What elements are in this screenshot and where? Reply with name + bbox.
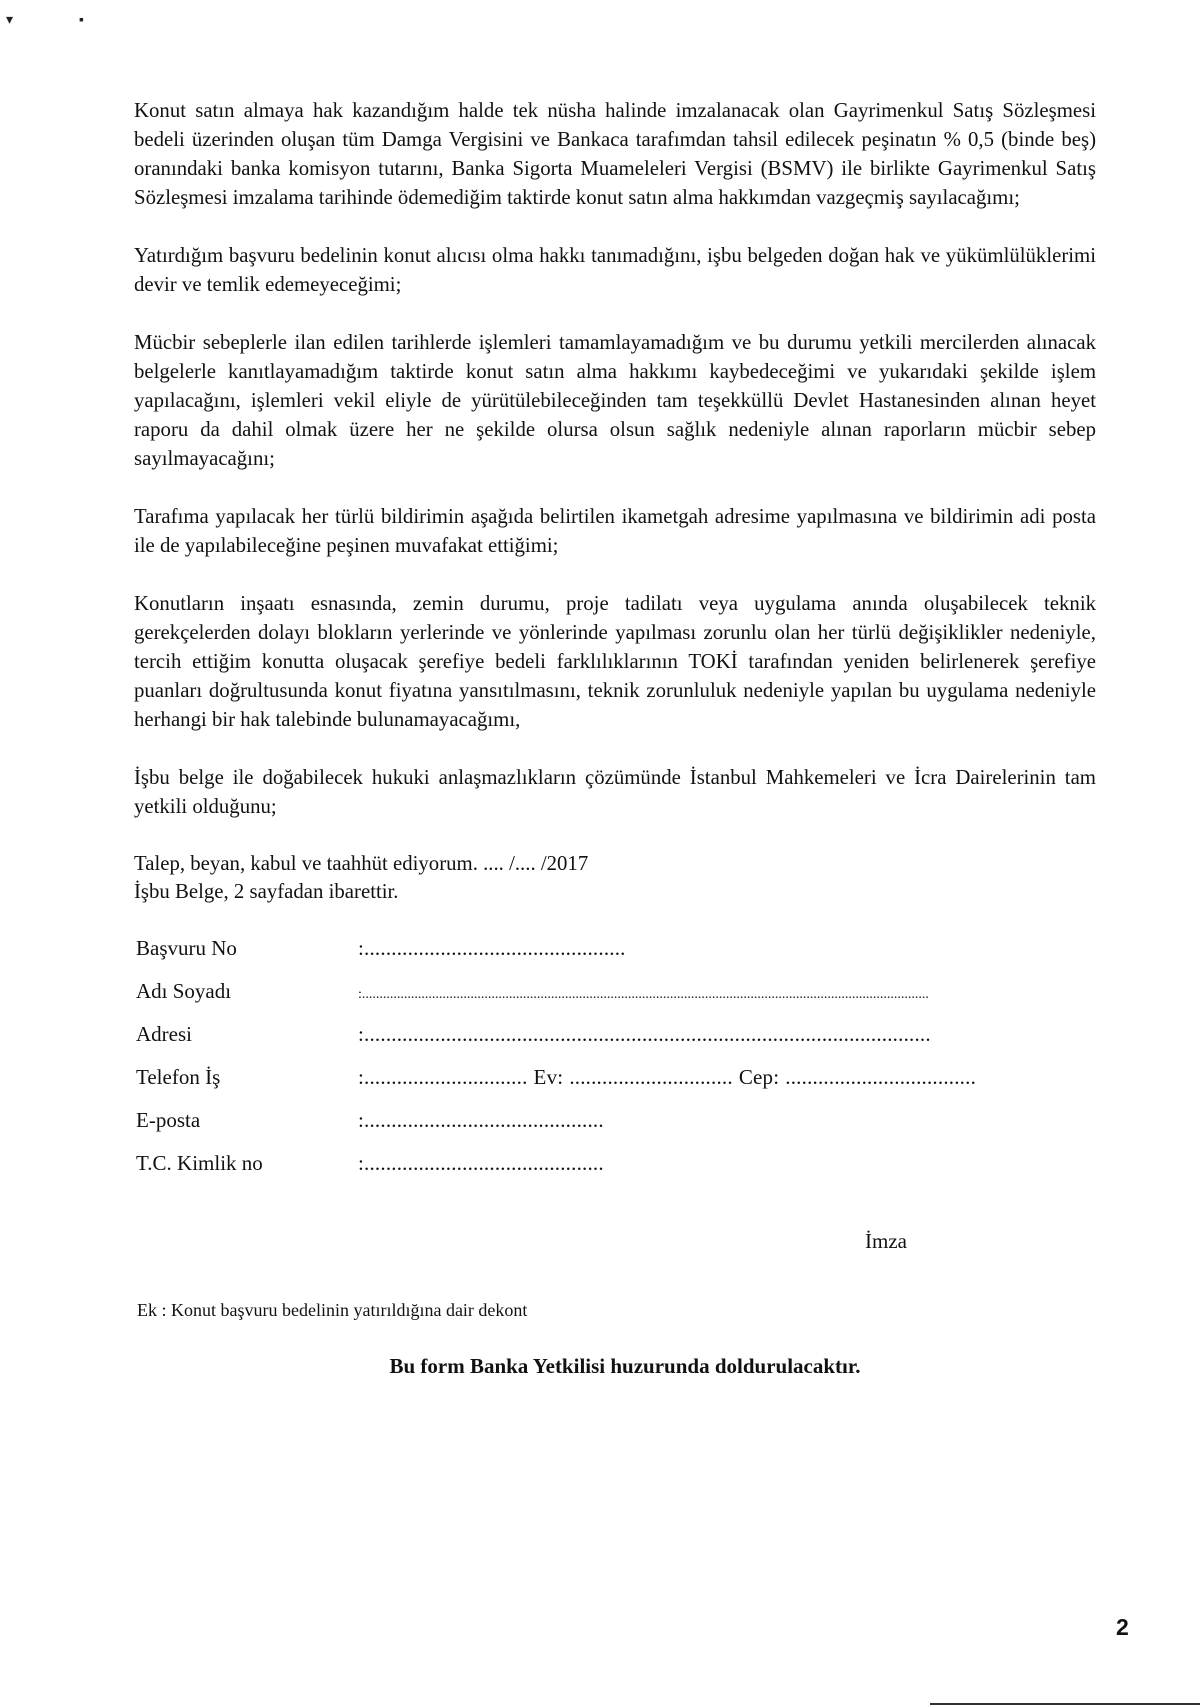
field-name-surname	[134, 977, 1096, 1020]
declaration-date-line: Talep, beyan, kabul ve taahhüt ediyorum. .... /.... /2017	[134, 852, 589, 875]
field-tc-id-blank[interactable]: :............................................	[358, 1151, 604, 1175]
bank-officer-notice: Bu form Banka Yetkilisi huzurunda doldurulacaktır.	[389, 1354, 861, 1378]
paragraph-basvuru-bedeli: Yatırdığım başvuru bedelinin konut alıcısı olma hakkı tanımadığını, işbu belgeden doğan hak ve yükümlülüklerimi devir ve temlik edemeyeceğimi;	[134, 244, 1096, 296]
field-address	[134, 1020, 1096, 1063]
page-number: 2	[1116, 1614, 1129, 1640]
field-tc-id-label: T.C. Kimlik no	[136, 1151, 263, 1175]
field-phone-mobile-label: Cep:	[738, 1065, 780, 1089]
field-tc-id	[134, 1149, 1096, 1192]
field-phone-home-blank[interactable]: ..............................	[569, 1065, 733, 1089]
field-email-label: E-posta	[136, 1108, 201, 1132]
field-phone-home-label: Ev:	[533, 1065, 564, 1089]
field-address-label: Adresi	[136, 1022, 192, 1046]
bottom-edge-line	[930, 1703, 1200, 1705]
field-application-no-blank[interactable]: :................................................	[358, 936, 626, 960]
field-name-surname-blank[interactable]: :..................................................................................................................................................................	[358, 987, 929, 1002]
paragraph-serefiye: Konutların inşaatı esnasında, zemin durumu, proje tadilatı veya uygulama anında oluşabilecek teknik gerekçelerden dolayı blokların yerlerinde ve yönlerinde yapılması zorunlu olan her türlü değişiklikler nedeniyle, tercih ettiğim konutta oluşacak şerefiye bedeli farklılıklarının TOKİ tarafından yeniden belirlenerek şerefiye puanları doğrultusunda konut fiyatına yansıtılmasını, teknik zorunluluk nedeniyle yapılan bu uygulama nedeniyle herhangi bir hak talebinde bulunamayacağımı,	[134, 592, 1096, 731]
signature-label: İmza	[865, 1229, 907, 1253]
paragraph-mucbir-sebep: Mücbir sebeplerle ilan edilen tarihlerde işlemleri tamamlayamadığım ve bu durumu yetkili mercilerden alınacak belgelerle kanıtlayamadığım taktirde konut satın alma hakkımı kaybedeceğimi ve yukarıdaki şekilde işlem yapılacağını, işlemleri vekil eliyle de yürütülebileceğinden tam teşekküllü Devlet Hastanesinden alınan heyet raporu da dahil olmak üzere her ne şekilde olursa olsun sağlık nedeniyle alınan raporların mücbir sebep sayılmayacağını;	[134, 331, 1096, 470]
field-application-no	[134, 934, 1096, 977]
field-application-no-label: Başvuru No	[136, 936, 237, 960]
field-phone-mobile-blank[interactable]: ...................................	[785, 1065, 977, 1089]
declaration	[134, 850, 1096, 906]
field-phone-values	[358, 1063, 976, 1091]
document-body	[134, 96, 1096, 1192]
paragraph-yetkili-mahkeme: İşbu belge ile doğabilecek hukuki anlaşmazlıkların çözümünde İstanbul Mahkemeleri ve İcra Dairelerinin tam yetkili olduğunu;	[134, 766, 1096, 818]
field-email	[134, 1106, 1096, 1149]
field-name-surname-label: Adı Soyadı	[136, 979, 232, 1003]
attachment-note: Ek : Konut başvuru bedelinin yatırıldığına dair dekont	[137, 1300, 528, 1320]
scan-mark-left: ▾	[6, 13, 14, 28]
paragraph-damga-vergisi: Konut satın almaya hak kazandığım halde tek nüsha halinde imzalanacak olan Gayrimenkul Satış Sözleşmesi bedeli üzerinden oluşan tüm Damga Vergisini ve Bankaca tarafımdan tahsil edilecek peşinatın % 0,5 (binde beş) oranındaki banka komisyon tutarını, Banka Sigorta Muameleleri Vergisi (BSMV) ile birlikte Gayrimenkul Satış Sözleşmesi imzalama tarihinde ödemediğim taktirde konut satın alma hakkımdan vazgeçmiş sayılacağımı;	[134, 99, 1096, 209]
field-phone	[134, 1063, 1096, 1106]
field-phone-work-blank[interactable]: :..............................	[358, 1065, 528, 1089]
field-phone-label: Telefon İş	[136, 1065, 221, 1089]
scan-mark-right: ▪	[79, 13, 84, 28]
paragraph-bildirim: Tarafıma yapılacak her türlü bildirimin aşağıda belirtilen ikametgah adresime yapılmasına ve bildirimin adi posta ile de yapılabileceğine peşinen muvafakat ettiğimi;	[134, 505, 1096, 557]
applicant-fields	[134, 934, 1096, 1192]
field-address-blank[interactable]: :........................................................................................................	[358, 1022, 931, 1046]
field-email-blank[interactable]: :............................................	[358, 1108, 604, 1132]
declaration-page-count: İşbu Belge, 2 sayfadan ibarettir.	[134, 880, 399, 903]
